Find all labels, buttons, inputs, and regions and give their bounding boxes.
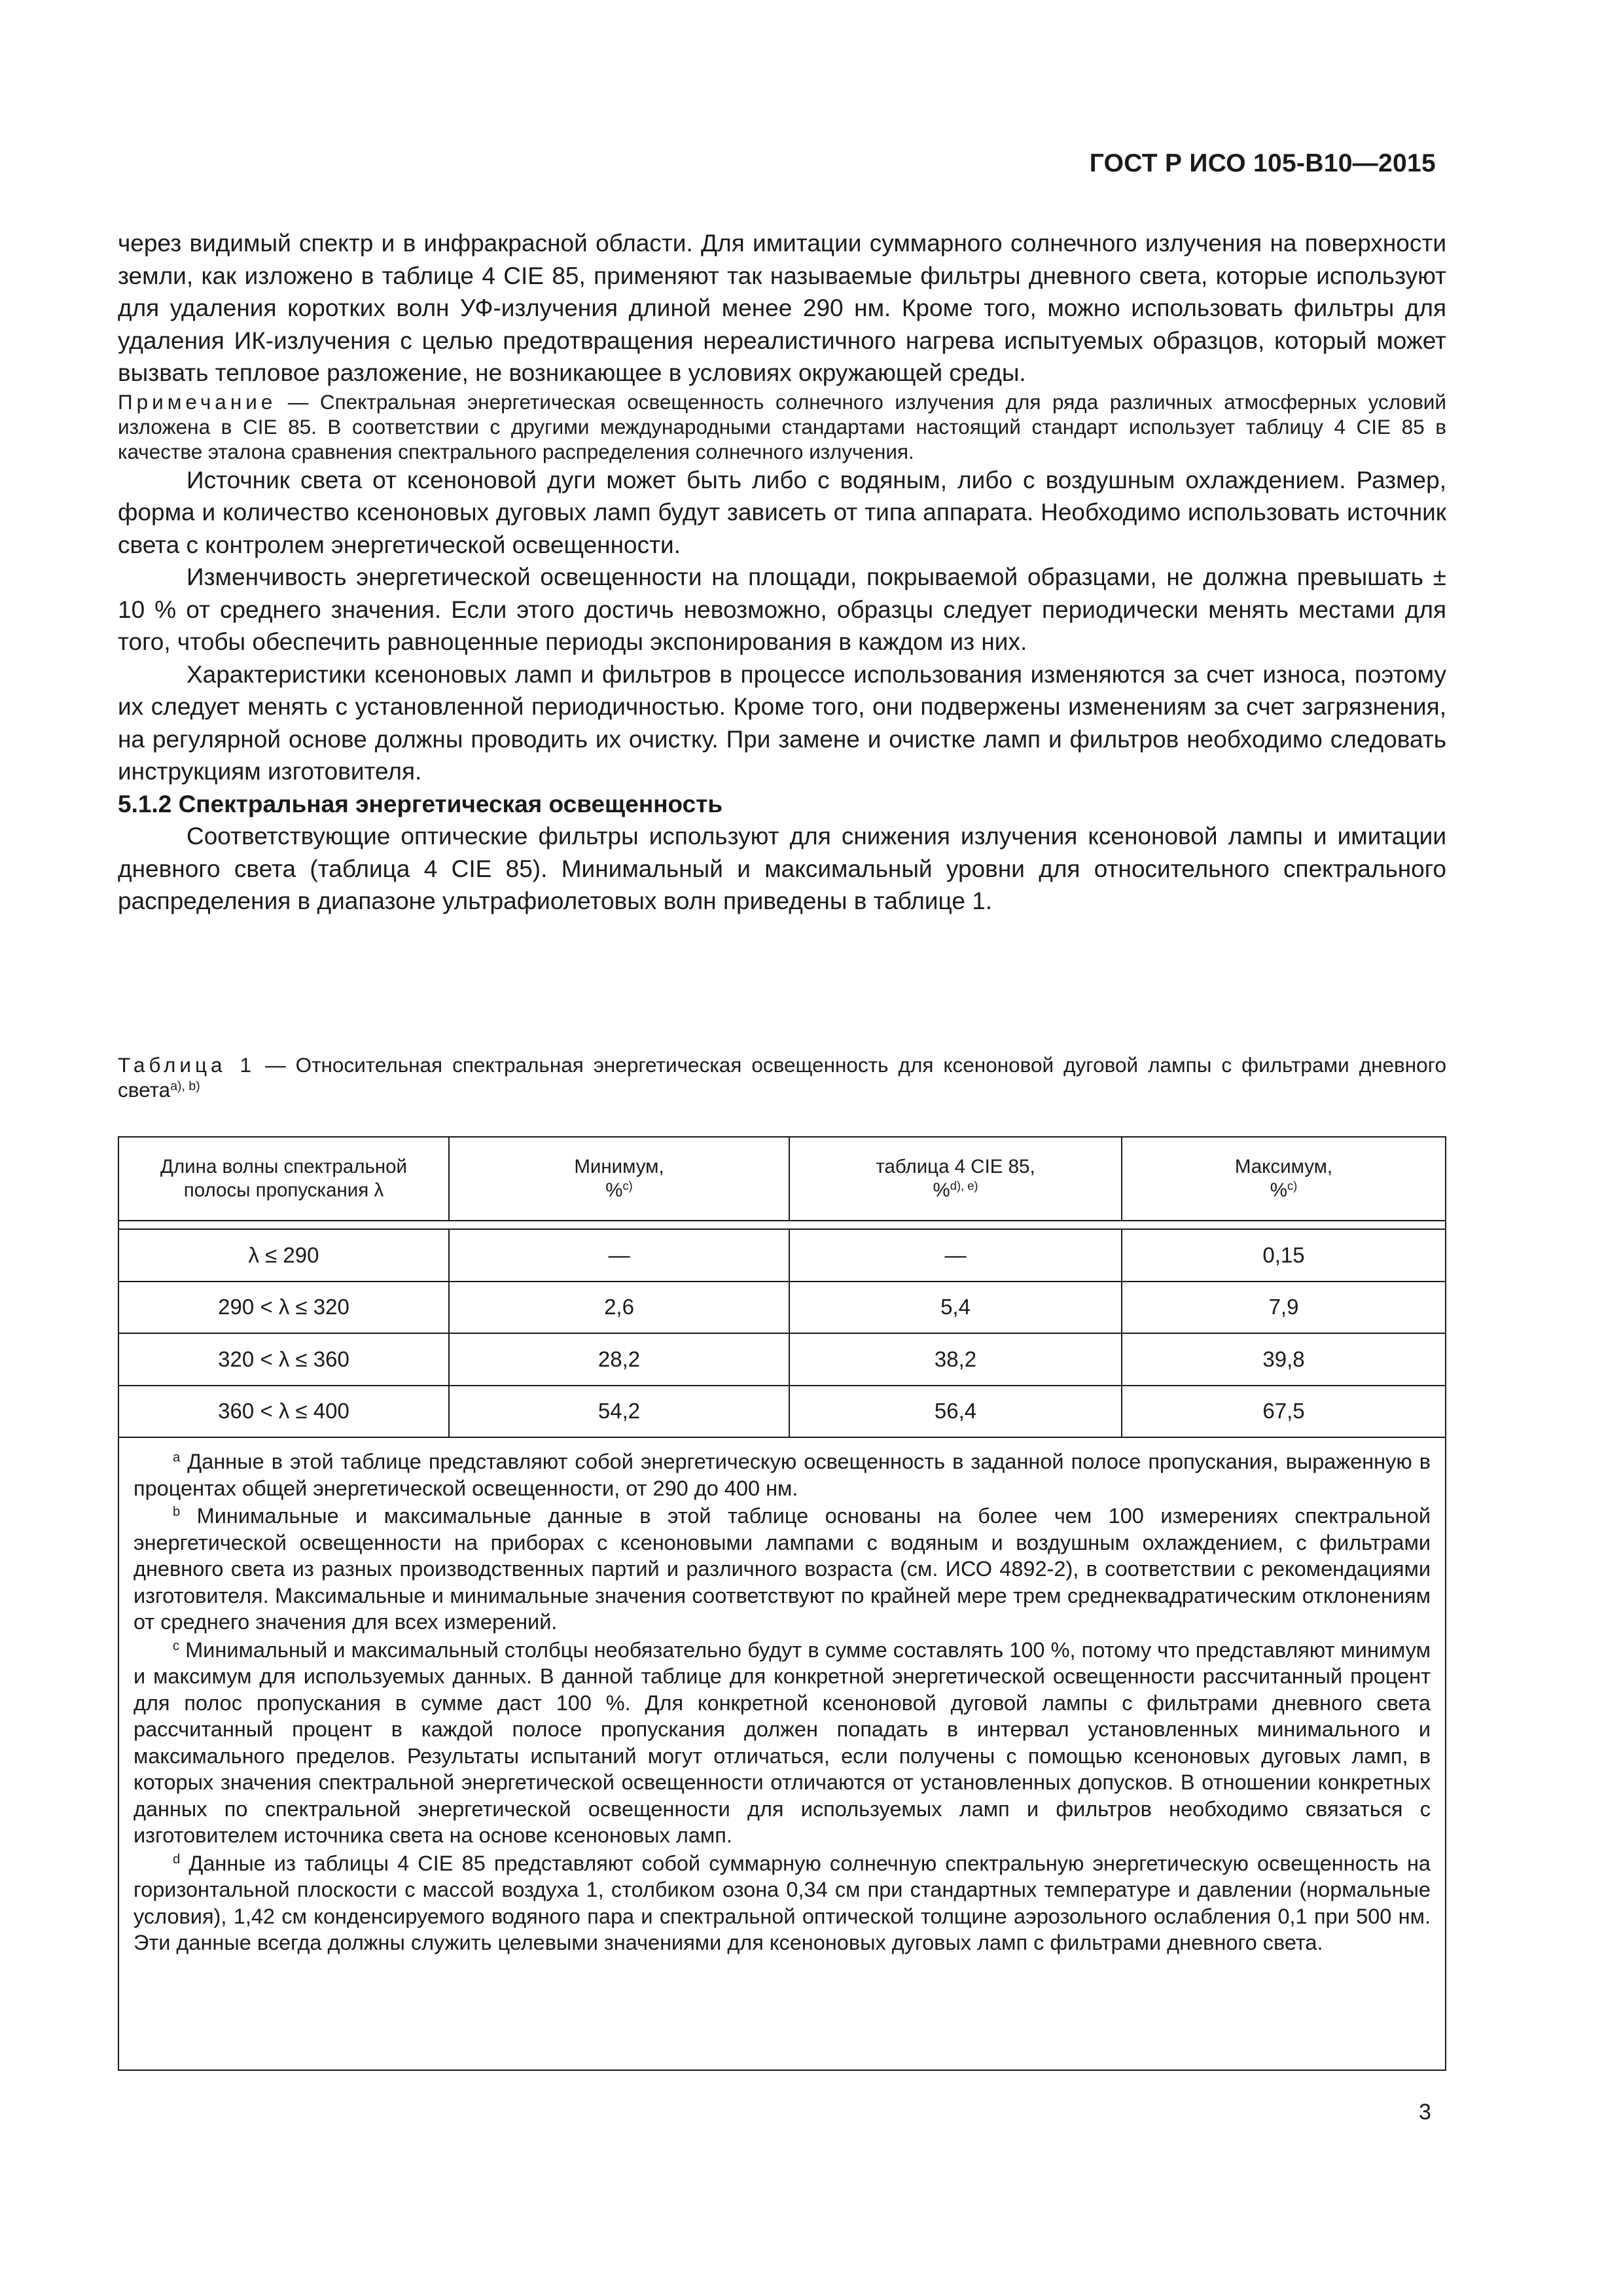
table-caption-sup: a), b) (170, 1079, 200, 1094)
intro-paragraph: через видимый спектр и в инфракрасной области. Для имитации суммарного солнечного излучения на поверхности земли, как изложено в таблице 4 CIE 85, применяют так называемые фильтры дневного света, которые используют для удаления коротких волн УФ-излучения длиной менее 290 нм. Кроме того, можно использовать фильтры для удаления ИК-излучения с целью предотвращения нереалистичного нагрева испытуемых образцов, который может вызвать тепловое разложение, не возникающее в условиях окружающей среды. (118, 230, 1446, 386)
cell-maximum: 67,5 (1122, 1386, 1445, 1438)
table-row (119, 1386, 1445, 1438)
header-minimum: Минимум, %$^{c)}$ (449, 1138, 789, 1221)
cell-minimum: — (449, 1229, 789, 1282)
cell-cie85: — (789, 1229, 1122, 1282)
cell-maximum: 7,9 (1122, 1282, 1445, 1334)
table-caption (118, 1052, 1446, 1102)
section-paragraph: Соответствующие оптические фильтры используют для снижения излучения ксеноновой лампы и имитации дневного света (таблица 4 CIE 85). Минимальный и максимальный уровни для относительного спектрального распределения в диапазоне ультрафиолетовых волн приведены в таблице 1. (118, 823, 1446, 914)
cell-minimum: 2,6 (449, 1282, 789, 1334)
cell-wavelength: 320 < λ ≤ 360 (119, 1333, 449, 1386)
header-cie85: таблица 4 CIE 85, %$^{d), e)}$ (789, 1138, 1122, 1221)
cell-wavelength: λ ≤ 290 (119, 1229, 449, 1282)
table-header-row (119, 1138, 1445, 1221)
cell-cie85: 5,4 (789, 1282, 1122, 1334)
cell-minimum: 28,2 (449, 1333, 789, 1386)
table-caption-text: — Относительная спектральная энергетическая освещенность для ксеноновой дуговой лампы с фильтрами дневного света (118, 1053, 1447, 1102)
footnote-a: $^a$ Данные в этой таблице представляют собой энергетическую освещенность в заданной полосе пропускания, выраженную в процентах общей энергетической освещенности, от 290 до 400 нм. (134, 1450, 1431, 1500)
note-label: Примечание (118, 389, 277, 414)
page-number: 3 (1419, 2100, 1431, 2125)
note (118, 389, 1446, 464)
cell-maximum: 39,8 (1122, 1333, 1445, 1386)
cell-minimum: 54,2 (449, 1386, 789, 1438)
main-text (118, 227, 1446, 918)
header-wavelength: Длина волны спектральной полосы пропускания λ (119, 1138, 449, 1221)
table-caption-label: Таблица 1 (118, 1053, 256, 1077)
table-footnotes (119, 1438, 1445, 1956)
cell-maximum: 0,15 (1122, 1229, 1445, 1282)
cell-cie85: 38,2 (789, 1333, 1122, 1386)
paragraph: Источник света от ксеноновой дуги может быть либо с водяным, либо с воздушным охлаждением. Размер, форма и количество ксеноновых дуговых ламп будут зависеть от типа аппарата. Необходимо использовать источник света с контролем энергетической освещенности. (118, 466, 1446, 558)
header-maximum: Максимум, %$^{c)}$ (1122, 1138, 1445, 1221)
footnote-d: $^d$ Данные из таблицы 4 CIE 85 представляют собой суммарную солнечную спектральную энергетическую освещенность на горизонтальной плоскости с массой воздуха 1, столбиком озона 0,34 см при стандартных температуре и давлении (нормальные условия), 1,42 см конденсируемого водяного пара и спектральной оптической толщине аэрозольного ослабления 0,1 при 500 нм. Эти данные всегда должны служить целевыми значениями для ксеноновых дуговых ламп с фильтрами дневного света. (134, 1851, 1431, 1954)
table-row (119, 1333, 1445, 1386)
cell-wavelength: 290 < λ ≤ 320 (119, 1282, 449, 1334)
cell-wavelength: 360 < λ ≤ 400 (119, 1386, 449, 1438)
standard-code: ГОСТ Р ИСО 105-В10—2015 (1089, 149, 1436, 177)
cell-cie85: 56,4 (789, 1386, 1122, 1438)
paragraph: Характеристики ксеноновых ламп и фильтров в процессе использования изменяются за счет износа, поэтому их следует менять с установленной периодичностью. Кроме того, они подвержены изменениям за счет загрязнения, на регулярной основе должны проводить их очистку. При замене и очистке ламп и фильтров необходимо следовать инструкциям изготовителя. (118, 660, 1446, 785)
footnote-c: $^c$ Минимальный и максимальный столбцы необязательно будут в сумме составлять 100 %, потому что представляют минимум и максимум для используемых данных. В данной таблице для конкретной энергетической освещенности рассчитанный процент для полос пропускания в сумме даст 100 %. Для конкретной ксеноновой дуговой лампы с фильтрами дневного света рассчитанный процент в каждой полосе пропускания должен попадать в интервал установленных минимального и максимального пределов. Результаты испытаний могут отличаться, если получены с помощью ксеноновых дуговых ламп, в которых значения спектральной энергетической освещенности отличаются от установленных допусков. В отношении конкретных данных по спектральной энергетической освещенности для используемых ламп и фильтров необходимо связаться с изготовителем источника света на основе ксеноновых ламп. (134, 1638, 1431, 1847)
spectral-table (118, 1136, 1446, 2071)
note-text: — Спектральная энергетическая освещенность солнечного излучения для ряда различных атмосферных условий изложена в CIE 85. В соответствии с другими международными стандартами настоящий стандарт использует таблицу 4 CIE 85 в качестве эталона сравнения спектрального распределения солнечного излучения. (118, 389, 1446, 463)
footnote-b: $^b$ Минимальные и максимальные данные в этой таблице основаны на более чем 100 измерениях спектральной энергетической освещенности на приборах с ксеноновыми лампами с водяным и воздушным охлаждением, с фильтрами дневного света из разных производственных партий и различного возраста (см. ИСО 4892-2), в соответствии с рекомендациями изготовителя. Максимальные и минимальные значения соответствуют по крайней мере трем среднеквадратическим отклонениям от среднего значения для всех измерений. (134, 1504, 1431, 1634)
table-row (119, 1282, 1445, 1334)
table-row (119, 1229, 1445, 1282)
section-heading: 5.1.2 Спектральная энергетическая освещенность (118, 790, 723, 817)
paragraph: Изменчивость энергетической освещенности на площади, покрываемой образцами, не должна превышать ± 10 % от среднего значения. Если этого достичь невозможно, образцы следует периодически менять местами для того, чтобы обеспечить равноценные периоды экспонирования в каждом из них. (118, 564, 1446, 655)
